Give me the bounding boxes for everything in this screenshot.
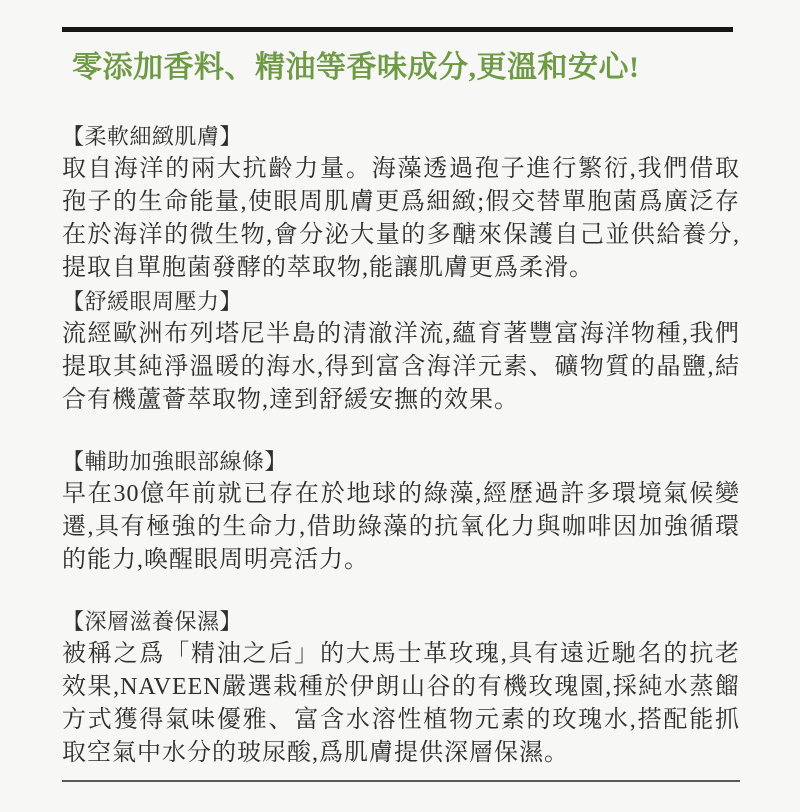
section-heading: 【柔軟細緻肌膚】 xyxy=(62,124,243,149)
section-heading: 【舒緩眼周壓力】 xyxy=(62,289,243,314)
section-body: 被稱之爲「精油之后」的大馬士革玫瑰,具有遠近馳名的抗老效果,NAVEEN嚴選栽種於伊朗山谷的有機玫瑰園,採純水蒸餾方式獲得氣味優雅、富含水溶性植物元素的玫瑰水,搭配能抓取空氣中水分的玻尿酸,爲肌膚提供深層保濕。 xyxy=(62,641,740,766)
headline: 零添加香料、精油等香味成分,更溫和安心! xyxy=(72,51,640,84)
section-body: 早在30億年前就已存在於地球的綠藻,經歷過許多環境氣候變遷,具有極強的生命力,借助綠藻的抗氧化力與咖啡因加強循環的能力,喚醒眼周明亮活力。 xyxy=(62,481,740,573)
bottom-divider xyxy=(62,780,740,782)
section-strengthen-eye-contour xyxy=(62,445,740,577)
section-deep-nourishing-moisturizing xyxy=(62,605,740,770)
content-area xyxy=(62,120,740,770)
section-body: 取自海洋的兩大抗齡力量。海藻透過孢子進行繁衍,我們借取孢子的生命能量,使眼周肌膚更爲細緻;假交替單胞菌爲廣泛存在於海洋的微生物,會分泌大量的多醣來保護自己並供給養分,提取自單胞菌發酵的萃取物,能讓肌膚更爲柔滑。 xyxy=(62,156,740,281)
section-body: 流經歐洲布列塔尼半島的清澈洋流,蘊育著豐富海洋物種,我們提取其純淨溫暖的海水,得到富含海洋元素、礦物質的晶鹽,結合有機蘆薈萃取物,達到舒緩安撫的效果。 xyxy=(62,321,740,413)
section-heading: 【輔助加強眼部線條】 xyxy=(62,449,288,474)
section-soothe-eye-pressure xyxy=(62,285,740,417)
top-divider xyxy=(62,27,733,32)
section-soft-fine-skin xyxy=(62,120,740,285)
section-heading: 【深層滋養保濕】 xyxy=(62,609,243,634)
